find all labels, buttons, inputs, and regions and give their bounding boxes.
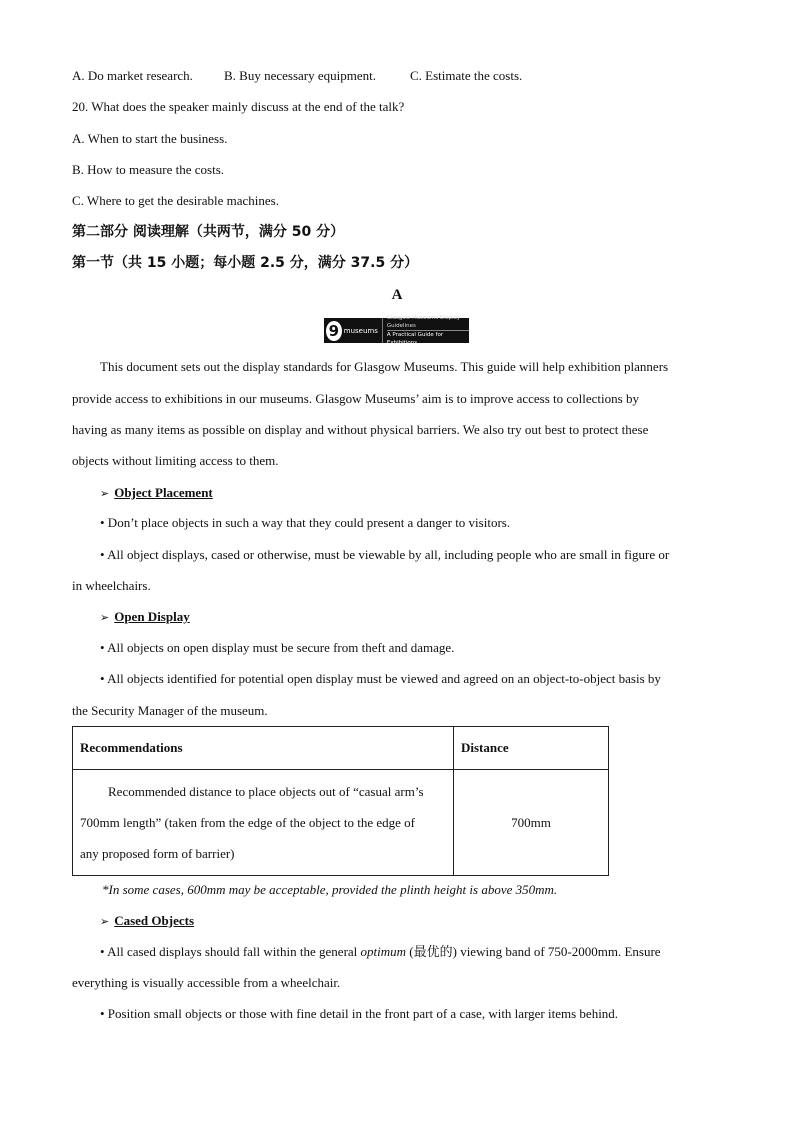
recommendation-line-3: any proposed form of barrier) xyxy=(80,846,235,861)
q20-option-a: A. When to start the business. xyxy=(72,131,228,146)
section-subtitle: 第一节（共 15 小题；每小题 2.5 分，满分 37.5 分） xyxy=(72,255,419,271)
logo-number: 9 xyxy=(326,321,342,341)
open-display-heading xyxy=(100,609,190,626)
cased-bullet-1-text-b: (最优的) viewing band of 750-2000mm. Ensure xyxy=(406,944,661,959)
arrow-bullet-icon: ➢ xyxy=(100,916,110,928)
recommendations-table xyxy=(72,726,609,876)
recommendation-line-2: 700mm length” (taken from the edge of the object to the edge of xyxy=(80,815,415,830)
header-recommendations: Recommendations xyxy=(73,727,454,770)
logo-line-1: Glasgow Museums Display Guidelines xyxy=(386,315,461,329)
table-row xyxy=(73,770,609,876)
logo-text-block xyxy=(382,315,469,346)
open-display-bullet-2-line-1: • All objects identified for potential open display must be viewed and agreed on an object-to-object basis by xyxy=(100,671,661,686)
arrow-bullet-icon: ➢ xyxy=(100,488,110,500)
object-placement-title: Object Placement xyxy=(114,485,213,500)
q19-option-b: B. Buy necessary equipment. xyxy=(224,68,376,83)
open-display-bullet-2-line-2: the Security Manager of the museum. xyxy=(72,703,268,718)
open-display-title: Open Display xyxy=(114,609,190,624)
table-header-row xyxy=(73,727,609,770)
cased-objects-title: Cased Objects xyxy=(114,913,195,928)
intro-line-1: This document sets out the display standards for Glasgow Museums. This guide will help exhibition planners xyxy=(100,359,669,374)
object-placement-bullet-1: • Don’t place objects in such a way that they could present a danger to visitors. xyxy=(100,515,511,530)
arrow-bullet-icon: ➢ xyxy=(100,612,110,624)
q19-option-c: C. Estimate the costs. xyxy=(410,68,523,83)
cased-bullet-1-text-a: • All cased displays should fall within the general xyxy=(100,944,361,959)
recommendation-line-1: Recommended distance to place objects out of “casual arm’s xyxy=(108,784,424,799)
part-title: 第二部分 阅读理解（共两节，满分 50 分） xyxy=(72,224,345,240)
open-display-bullet-1: • All objects on open display must be secure from theft and damage. xyxy=(100,640,455,655)
intro-line-2: provide access to exhibitions in our museums. Glasgow Museums’ aim is to improve access to collections by xyxy=(72,391,639,406)
logo-word: museums xyxy=(343,326,378,335)
q19-options-row xyxy=(72,68,522,84)
q19-option-a: A. Do market research. xyxy=(72,68,193,83)
cased-objects-bullet-1-line-1 xyxy=(100,944,661,960)
cased-objects-heading xyxy=(100,913,194,930)
recommendation-cell xyxy=(73,770,454,876)
cased-objects-bullet-1-line-2: everything is visually accessible from a wheelchair. xyxy=(72,975,341,990)
intro-line-4: objects without limiting access to them. xyxy=(72,453,279,468)
q20-option-c: C. Where to get the desirable machines. xyxy=(72,193,279,208)
q20-stem: 20. What does the speaker mainly discuss at the end of the talk? xyxy=(72,99,405,114)
intro-line-3: having as many items as possible on display and without physical barriers. We also try out best to protect these xyxy=(72,422,649,437)
object-placement-bullet-2-line-1: • All object displays, cased or otherwise, must be viewable by all, including people who are small in figure or xyxy=(100,547,670,562)
table-note: *In some cases, 600mm may be acceptable, provided the plinth height is above 350mm. xyxy=(102,882,558,897)
logo-line-2: A Practical Guide for Exhibitions xyxy=(387,330,469,347)
distance-cell: 700mm xyxy=(454,770,609,876)
object-placement-heading xyxy=(100,485,213,502)
q20-option-b: B. How to measure the costs. xyxy=(72,162,225,177)
cased-objects-bullet-2: • Position small objects or those with fine detail in the front part of a case, with larger items behind. xyxy=(100,1006,619,1021)
passage-label: A xyxy=(391,287,403,303)
glasgow-museums-logo xyxy=(324,315,469,346)
header-distance: Distance xyxy=(454,727,609,770)
optimum-word: optimum xyxy=(360,944,407,959)
object-placement-bullet-2-line-2: in wheelchairs. xyxy=(72,578,151,593)
